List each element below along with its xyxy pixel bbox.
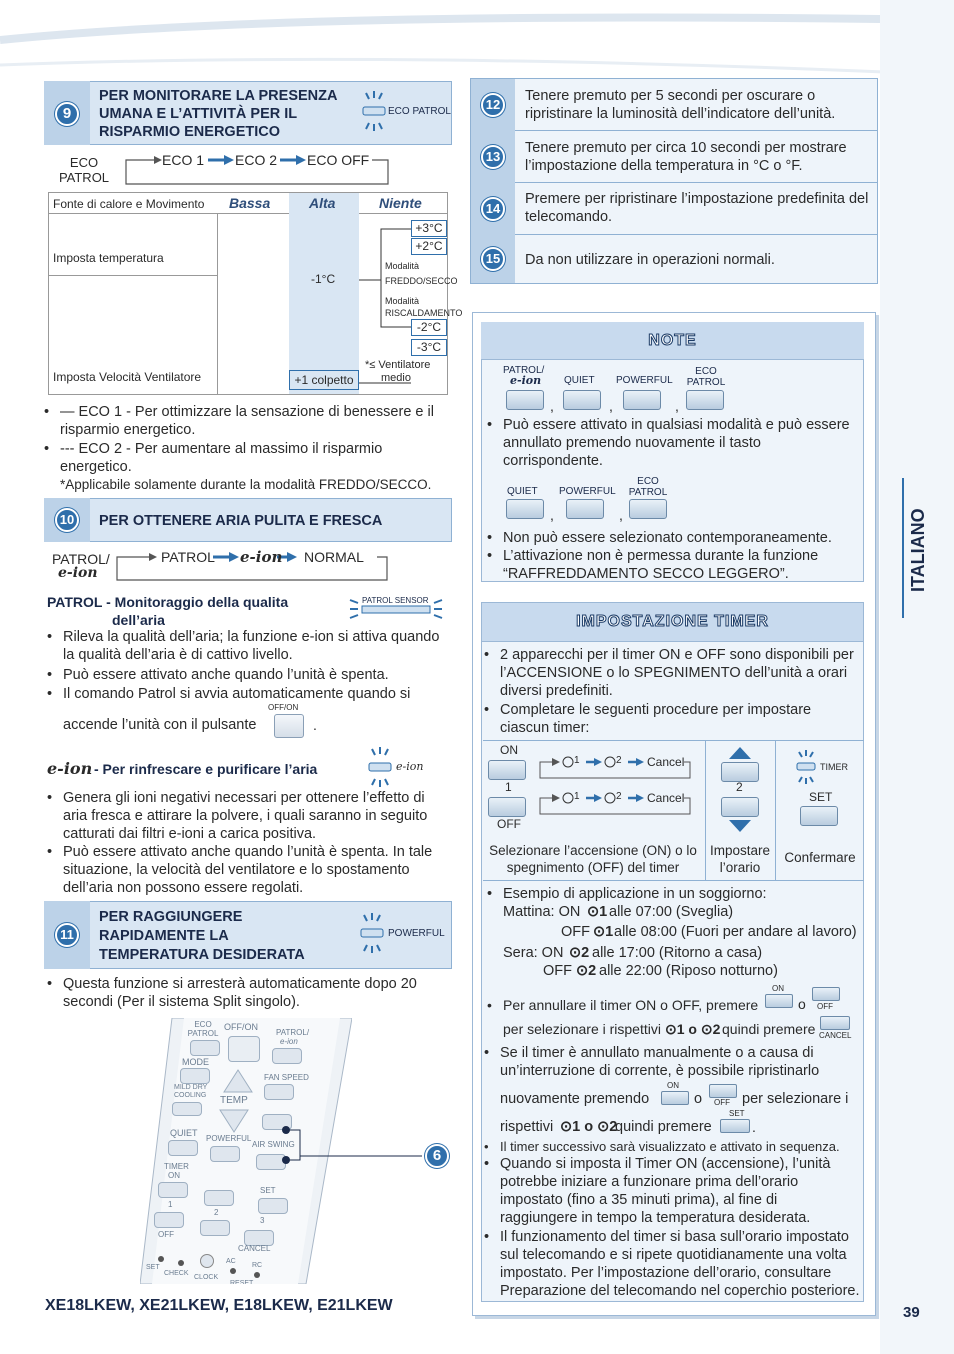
example-1b: alle 07:00 (Sveglia)	[609, 904, 734, 920]
note-btn-label-patrol: PATROL/	[503, 365, 545, 376]
comma-4: ,	[550, 507, 554, 523]
remote-label-eion: e-ion	[280, 1037, 298, 1046]
remote-label-set-top: SET	[260, 1186, 276, 1195]
remote-label-timer: TIMER	[164, 1162, 189, 1171]
comma-5: ,	[619, 507, 623, 523]
remote-btn-milddry[interactable]	[172, 1102, 202, 1116]
timer-on-label: ON	[500, 743, 518, 757]
restore-period: .	[752, 1119, 756, 1135]
caption-select: Selezionare l’accensione (ON) o lo spegnimento (OFF) del timer	[489, 843, 697, 875]
vent-2: medio	[381, 372, 411, 384]
vent-1: *≤ Ventilatore	[365, 359, 431, 371]
caption-time: Impostare l’orario	[709, 843, 771, 875]
step-15-text: Da non utilizzare in operazioni normali.	[525, 252, 775, 268]
comma-3: ,	[675, 398, 679, 414]
step-14-text: Premere per ripristinare l’impostazione predefinita del telecomando.	[525, 191, 869, 225]
sec9-note: *Applicabile solamente durante la modalità FREDDO/SECCO.	[60, 477, 432, 492]
remote-label-offon: OFF/ON	[224, 1022, 258, 1032]
eco-patrol-icon-label: ECO PATROL	[388, 106, 451, 117]
remote-btn-timer-down[interactable]	[200, 1220, 230, 1236]
remote-label-check: CHECK	[164, 1270, 189, 1277]
temp-up-icon[interactable]	[222, 1068, 254, 1094]
powerful-icon	[358, 913, 386, 953]
row-divider	[49, 275, 217, 276]
remote-label-quiet: QUIET	[170, 1128, 198, 1138]
table-header-alta: Alta	[309, 195, 336, 211]
caption-confirm: Confermare	[784, 850, 856, 865]
timer-clock-2-a: 2	[616, 755, 622, 766]
col-divider	[217, 214, 218, 394]
table-header-niente: Niente	[379, 195, 422, 211]
comma-2: ,	[609, 398, 613, 414]
patrol-eion-flow-label: PATROL/	[52, 551, 110, 567]
remote-label-rc: RC	[252, 1262, 263, 1269]
section-10-title: PER OTTENERE ARIA PULITA E FRESCA	[99, 513, 383, 529]
clock-basis: • Il funzionamento del timer si basa sull’orario impostato sul telecomando e si ripete quotidianamente una volta impostato. Per l’impostazione dell’orario, consultare Preparazione del telecomando nel coperchio posteriore.	[500, 1228, 865, 1300]
patrol-bullet-1: • Rileva la qualità dell’aria; la funzione e-ion si attiva quando la qualità dell’aria è di cattivo livello.	[63, 628, 443, 664]
step-14-number: 14	[481, 197, 505, 221]
step-12-text: Tenere premuto per 5 secondi per oscurare o ripristinare la luminosità dell’indicatore dell’unità.	[525, 88, 836, 122]
example-2a: OFF	[561, 924, 590, 940]
note-btn-quiet	[563, 390, 601, 410]
temp-down-icon[interactable]	[218, 1108, 250, 1134]
remote-label-mode: MODE	[182, 1057, 209, 1067]
minus3-cell: -3°C	[411, 339, 447, 356]
plus2-cell: +2°C	[411, 238, 447, 255]
patrol-flow-2: e-ion	[240, 548, 283, 566]
section-11-number: 11	[55, 923, 79, 947]
timer-1-label: 1	[505, 780, 512, 794]
steps-table	[470, 78, 878, 284]
remote-btn-fanspeed[interactable]	[264, 1084, 294, 1100]
note-btn2-eco	[629, 499, 667, 519]
note-btn2-powerful	[566, 499, 604, 519]
step-12-number: 12	[481, 93, 505, 117]
time-2-label: 2	[736, 780, 743, 794]
minus2-cell: -2°C	[411, 319, 447, 336]
mod-heat-1: Modalità	[385, 296, 420, 306]
section-11-title: PER RAGGIUNGERE RAPIDAMENTE LA TEMPERATURA DESIDERATA	[99, 909, 305, 963]
next-timer: • Il timer successivo sarà visualizzato e attivato in sequenza.	[500, 1138, 865, 1156]
remote-label-reset: RESET	[230, 1280, 254, 1284]
remote-clock-btn[interactable]	[200, 1254, 214, 1268]
early-start: • Quando si imposta il Timer ON (accensione), l’unità potrebbe iniziare a funzionare prima dell’orario impostato (fino a 35 minuti prima), al fine di raggiungere in tempo la temperatura desiderata.	[500, 1155, 855, 1227]
cancel-on-label: ON	[772, 984, 784, 993]
remote-dot-1[interactable]	[158, 1256, 164, 1262]
set-button	[800, 806, 838, 826]
note-btn-label-eion: e-ion	[510, 374, 542, 387]
cancel-off-btn	[812, 987, 840, 1001]
example-4b: alle 22:00 (Riposo notturno)	[599, 963, 778, 979]
period: .	[313, 717, 317, 733]
example-4-clock: ⊙2	[576, 963, 597, 979]
timer-icon-label: TIMER	[820, 762, 848, 772]
cancel-on-btn	[765, 994, 793, 1008]
remote-label-1: 1	[168, 1200, 173, 1209]
remote-btn-timer-off[interactable]	[154, 1212, 184, 1228]
example-head: • Esempio di applicazione in un soggiorno:	[503, 885, 853, 903]
minus1-cell: -1°C	[311, 272, 336, 286]
restore-off-label: OFF	[714, 1098, 730, 1107]
cancel-clocks: ⊙1 o ⊙2	[665, 1021, 721, 1037]
model-numbers: XE18LKEW, XE21LKEW, E18LKEW, E21LKEW	[45, 1297, 393, 1314]
remote-label-fanspeed: FAN SPEED	[264, 1073, 309, 1082]
time-up-button	[721, 762, 759, 782]
patrol-bullet-3-cont: accende l’unità con il pulsante	[63, 717, 257, 733]
remote-label-3: 3	[260, 1216, 265, 1225]
timer-off-label: OFF	[497, 817, 521, 831]
timer-cancel-a: Cancel	[647, 755, 685, 769]
language-label: ITALIANO	[908, 508, 928, 592]
section-10-number: 10	[55, 508, 79, 532]
remote-dot-2[interactable]	[178, 1260, 184, 1266]
timer-icon	[794, 750, 818, 784]
restore-clocks: ⊙1 o ⊙2	[560, 1119, 618, 1135]
cancel-o: o	[798, 996, 806, 1012]
remote-dot-3[interactable]	[230, 1268, 236, 1274]
cancel-off-label: OFF	[817, 1002, 833, 1011]
colpetto-cell: +1 colpetto	[289, 370, 359, 390]
remote-label-powerful: POWERFUL	[206, 1134, 252, 1143]
note-btn-label-quiet: QUIET	[564, 375, 595, 386]
example-4a: OFF	[543, 963, 572, 979]
cancel-btn-label: CANCEL	[819, 1031, 852, 1040]
row-temp-label: Imposta temperatura	[53, 251, 164, 265]
eion-bullet-2: • Può essere attivato anche quando l’unità è spenta. In tale situazione, la velocità del ventilatore e lo spostamento dell’aria non possono essere regolati.	[63, 843, 448, 897]
eion-icon-label: e-ion	[396, 760, 424, 773]
grid-divider-2	[775, 740, 776, 881]
restore-set-label: SET	[729, 1109, 745, 1118]
example-1-clock: ⊙1	[587, 904, 608, 920]
sec9-bullet-2: • --- ECO 2 - Per aumentare al massimo il risparmio energetico.	[60, 440, 450, 476]
time-down-icon	[728, 819, 752, 833]
remote-label-off: OFF	[158, 1230, 174, 1239]
cancel-line-1: • Per annullare il timer ON o OFF, premere	[503, 996, 758, 1014]
patrol-bullet-3: • Il comando Patrol si avvia automaticamente quando si	[63, 685, 443, 703]
timer-clock-2-b: 2	[616, 791, 622, 802]
restore-2b: per selezionare i	[742, 1091, 849, 1107]
note-btn-patrol	[506, 390, 544, 410]
eco-2-label: ECO 2	[235, 152, 278, 168]
eion-bullet-1: • Genera gli ioni negativi necessari per ottenere l’effetto di aria fresca e attirare la polvere, i quali saranno in seguito catturati dai filtri e-ioni a carica positiva.	[63, 789, 443, 843]
cancel-line-2: per selezionare i rispettivi	[503, 1021, 661, 1037]
plus3-cell: +3°C	[411, 220, 447, 237]
remote-btn-mode[interactable]	[180, 1068, 210, 1084]
restore-set-btn	[720, 1119, 750, 1133]
timer-clock-1-b: 1	[574, 791, 580, 802]
time-down-button	[721, 797, 759, 817]
remote-label-set-bottom: SET	[146, 1264, 160, 1271]
offon-button	[274, 714, 304, 738]
mod-cool-2: FREDDO/SECCO	[385, 276, 458, 286]
eco-patrol-icon	[360, 91, 388, 131]
section-9-title: PER MONITORARE LA PRESENZA UMANA E L’ATTIVITÀ PER IL RISPARMIO ENERGETICO	[99, 88, 337, 140]
restore-on-btn	[661, 1091, 689, 1105]
time-up-icon	[728, 746, 752, 760]
eco-off-label: ECO OFF	[307, 152, 370, 168]
table-header-source: Fonte di calore e Movimento	[53, 197, 205, 211]
note-btn-label-eco: ECO PATROL	[686, 366, 726, 388]
restore-on-label: ON	[667, 1081, 679, 1090]
eco-patrol-flow-label: ECO PATROL	[58, 155, 110, 185]
note-btn2-label-quiet: QUIET	[507, 486, 538, 497]
sec11-bullet: • Questa funzione si arresterà automaticamente dopo 20 secondi (Per il sistema Split singolo).	[63, 975, 443, 1011]
timer-cancel-b: Cancel	[647, 791, 685, 805]
timer-off-button	[488, 797, 526, 817]
page-number: 39	[903, 1304, 920, 1321]
example-3-clock: ⊙2	[569, 945, 590, 961]
remote-label-patrol: PATROL/	[276, 1028, 310, 1037]
patrol-flow-3: NORMAL	[304, 549, 364, 565]
timer-bullet-1: • 2 apparecchi per il timer ON e OFF sono disponibili per l’ACCENSIONE o lo SPEGNIMENTO dell’unità a orari diversi predefiniti.	[500, 646, 855, 700]
remote-btn-eco[interactable]	[190, 1040, 220, 1056]
restore-o: o	[694, 1091, 703, 1107]
step-15-number: 15	[481, 247, 505, 271]
note-title: NOTE	[481, 322, 864, 360]
sec9-bullet-1: • — ECO 1 - Per ottimizzare la sensazione di benessere e il risparmio energetico.	[60, 403, 450, 439]
example-3a: Sera: ON	[503, 945, 564, 961]
patrol-bullet-2: • Può essere attivato anche quando l’unità è spenta.	[63, 666, 443, 684]
remote-btn-powerful[interactable]	[210, 1146, 240, 1162]
timer-title: IMPOSTAZIONE TIMER	[576, 613, 769, 630]
patrol-heading-1: PATROL - Monitoraggio della qualita	[47, 594, 289, 610]
remote-label-cancel: CANCEL	[238, 1244, 271, 1253]
remote-label-clock: CLOCK	[194, 1274, 219, 1281]
example-2-clock: ⊙1	[593, 924, 614, 940]
cancel-line-2b: quindi premere	[722, 1021, 816, 1037]
remote-label-temp: TEMP	[220, 1095, 248, 1106]
note-btn2-quiet	[506, 499, 544, 519]
remote-label-airswing: AIR SWING	[252, 1140, 295, 1149]
comma-1: ,	[550, 398, 554, 414]
restore-1: • Se il timer è annullato manualmente o a causa di un’interruzione di corrente, è possibile ripristinarlo	[500, 1044, 850, 1080]
remote-label-ac: AC	[226, 1258, 236, 1265]
example-2b: alle 08:00 (Fuori per andare al lavoro)	[614, 924, 857, 940]
eion-heading: - Per rinfrescare e purificare l’aria	[94, 761, 318, 777]
offon-label: OFF/ON	[268, 703, 299, 712]
note-bullet-2: • Non può essere selezionato contemporaneamente.	[503, 529, 853, 547]
remote-label-milddry: MILD DRY COOLING	[174, 1084, 208, 1099]
remote-label-eco-patrol: ECO PATROL	[187, 1020, 219, 1038]
eco-1-label: ECO 1	[162, 152, 205, 168]
patrol-sensor-label: PATROL SENSOR	[362, 596, 429, 605]
callout-6: 6	[425, 1144, 449, 1168]
restore-2: nuovamente premendo	[500, 1091, 650, 1107]
eco-table	[48, 192, 463, 395]
mod-heat-2: RISCALDAMENTO	[385, 308, 463, 318]
col-alta-shade	[289, 193, 359, 394]
cancel-btn	[820, 1016, 850, 1030]
remote-btn-timer-on[interactable]	[158, 1182, 188, 1198]
table-header-bassa: Bassa	[229, 195, 271, 211]
remote-btn-offon[interactable]	[228, 1036, 260, 1062]
callout-lines	[270, 1118, 430, 1178]
remote-dot-4[interactable]	[254, 1272, 260, 1278]
step-13-number: 13	[481, 145, 505, 169]
note-bullet-1: • Può essere attivato in qualsiasi modalità e può essere annullato premendo nuovamente il tasto corrispondente.	[503, 416, 853, 470]
note-btn-powerful	[623, 390, 661, 410]
remote-btn-patrol[interactable]	[272, 1048, 302, 1064]
restore-3: rispettivi	[500, 1119, 554, 1135]
patrol-flow-1: PATROL	[161, 549, 215, 565]
patrol-heading-2: dell’aria	[112, 612, 165, 628]
row-fan-label: Imposta Velocità Ventilatore	[53, 370, 202, 384]
section-9-number: 9	[55, 102, 79, 126]
note-bullet-3: • L’attivazione non è permessa durante la funzione “RAFFREDDAMENTO SECCO LEGGERO”.	[503, 547, 853, 583]
note-btn-label-powerful: POWERFUL	[616, 375, 673, 386]
restore-off-btn	[709, 1084, 737, 1098]
timer-clock-1-a: 1	[574, 755, 580, 766]
step-13-text: Tenere premuto per circa 10 secondi per mostrare l’impostazione della temperatura in °C o °F.	[525, 140, 847, 174]
example-3b: alle 17:00 (Ritorno a casa)	[592, 945, 763, 961]
note-btn-eco	[686, 390, 724, 410]
note-btn2-label-eco: ECO PATROL	[628, 476, 668, 498]
mod-cool-1: Modalità	[385, 261, 420, 271]
grid-divider-1	[705, 740, 706, 881]
note-btn2-label-powerful: POWERFUL	[559, 486, 616, 497]
restore-3b: quindi premere	[615, 1119, 712, 1135]
remote-btn-set[interactable]	[258, 1198, 288, 1214]
remote-label-2: 2	[214, 1208, 219, 1217]
eion-logo: e-ion	[47, 759, 93, 778]
example-1a: Mattina: ON	[503, 904, 581, 920]
set-label: SET	[809, 790, 833, 804]
patrol-eion-flow-logo: e-ion	[58, 565, 98, 581]
timer-on-button	[488, 760, 526, 780]
remote-btn-quiet[interactable]	[168, 1140, 198, 1156]
powerful-icon-label: POWERFUL	[388, 928, 445, 939]
timer-bullet-2: • Completare le seguenti procedure per impostare ciascun timer:	[500, 701, 855, 737]
eion-icon	[366, 747, 394, 787]
remote-label-on: ON	[168, 1171, 180, 1180]
remote-btn-timer-up[interactable]	[204, 1190, 234, 1206]
